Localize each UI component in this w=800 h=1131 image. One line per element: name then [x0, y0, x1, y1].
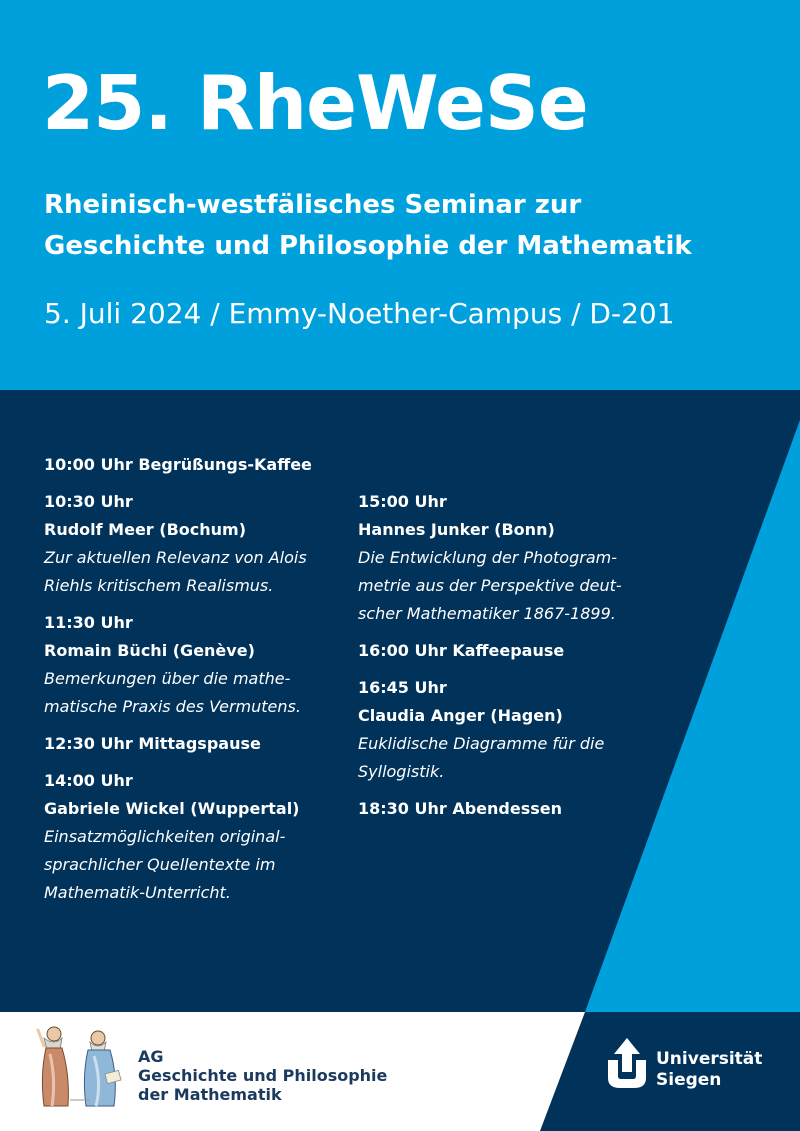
slot-talk-title: Die Entwicklung der Photogram- metrie aus der Perspektive deut- scher Mathematiker 1867-1899.	[358, 548, 622, 623]
slot-time: 14:00 Uhr	[44, 771, 133, 790]
program-slot	[44, 488, 344, 600]
slot-speaker: Gabriele Wickel (Wuppertal)	[44, 799, 300, 818]
slot-single: 18:30 Uhr Abendessen	[358, 799, 563, 818]
slot-time: 16:45 Uhr	[358, 678, 447, 697]
program-slot	[358, 637, 658, 665]
slot-talk-title: Zur aktuellen Relevanz von Alois Riehls kritischem Realismus.	[44, 548, 307, 595]
slot-speaker: Romain Büchi (Genève)	[44, 641, 255, 660]
program-column-right	[358, 488, 658, 832]
event-date-location: 5. Juli 2024 / Emmy-Noether-Campus / D-201	[44, 297, 675, 330]
slot-speaker: Hannes Junker (Bonn)	[358, 520, 555, 539]
university-name: Universität Siegen	[656, 1049, 763, 1090]
program-slot	[44, 609, 344, 721]
slot-time: 15:00 Uhr	[358, 492, 447, 511]
philosophers-illustration	[30, 1020, 130, 1110]
slot-single: 10:00 Uhr Begrüßungs-Kaffee	[44, 455, 312, 474]
program-slot	[358, 674, 658, 786]
slot-speaker: Rudolf Meer (Bochum)	[44, 520, 247, 539]
working-group-label: AG Geschichte und Philosophie der Mathematik	[138, 1047, 388, 1104]
program-column-left	[44, 451, 344, 916]
university-siegen-logo-icon	[604, 1038, 650, 1090]
slot-talk-title: Bemerkungen über die mathe- matische Praxis des Vermutens.	[44, 669, 301, 716]
slot-single: 16:00 Uhr Kaffeepause	[358, 641, 565, 660]
event-subtitle: Rheinisch-westfälisches Seminar zur Geschichte und Philosophie der Mathematik	[44, 190, 692, 261]
program-slot	[358, 795, 658, 823]
slot-talk-title: Euklidische Diagramme für die Syllogistik.	[358, 734, 605, 781]
slot-time: 11:30 Uhr	[44, 613, 133, 632]
slot-time: 10:30 Uhr	[44, 492, 133, 511]
program-slot	[44, 451, 344, 479]
slot-single: 12:30 Uhr Mittagspause	[44, 734, 261, 753]
program-slot	[44, 730, 344, 758]
header-banner	[0, 0, 800, 390]
event-title: 25. RheWeSe	[42, 59, 588, 147]
slot-talk-title: Einsatzmöglichkeiten original- sprachlicher Quellentexte im Mathematik-Unterricht.	[44, 827, 286, 902]
program-slot	[358, 488, 658, 628]
program-slot	[44, 767, 344, 907]
slot-speaker: Claudia Anger (Hagen)	[358, 706, 563, 725]
